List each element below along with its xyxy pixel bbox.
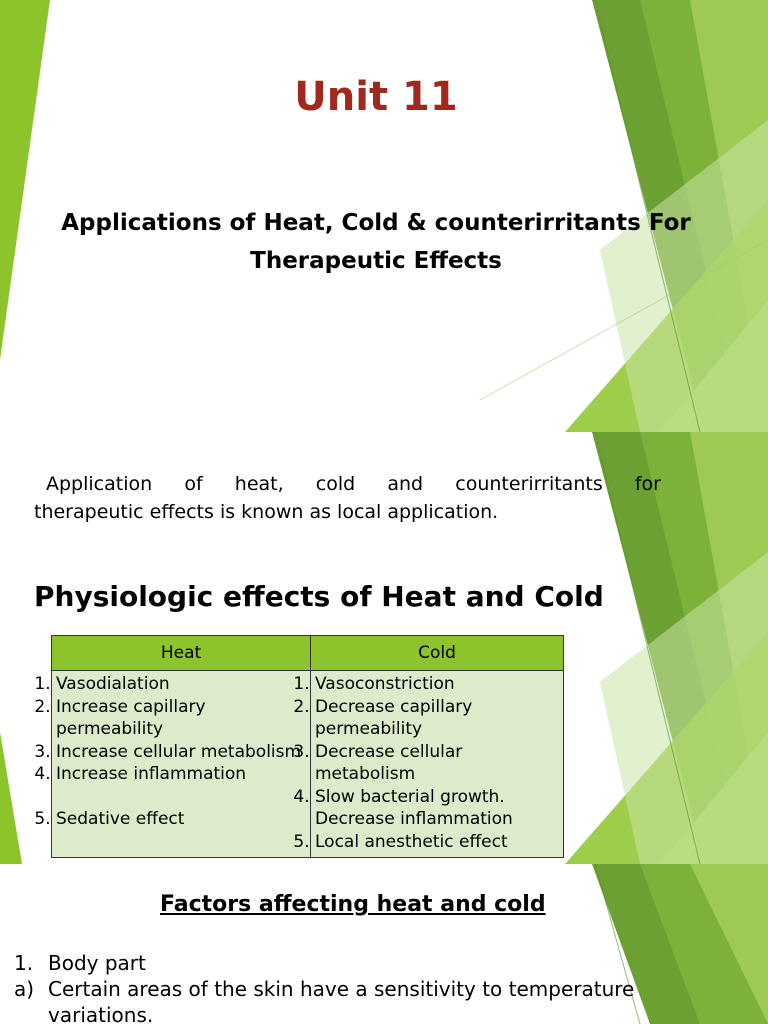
unit-subtitle (40, 204, 712, 280)
effects-table (51, 635, 564, 858)
section-heading: Physiologic effects of Heat and Cold (34, 580, 604, 613)
intro-paragraph (34, 470, 661, 526)
slide-physiologic-effects (0, 432, 768, 864)
list-item: 4. Increase inflammation (56, 763, 310, 786)
factors-list (14, 950, 654, 1024)
slide-title (0, 0, 768, 432)
list-item: 3. Decrease cellular metabolism (315, 741, 563, 786)
table-header-heat: Heat (52, 636, 311, 671)
list-marker: 1. (14, 951, 34, 975)
intro-line-2: therapeutic effects is known as local application. (34, 501, 499, 523)
list-item: 2. Decrease capillary permeability (315, 696, 563, 741)
list-item: 5. Sedative effect (56, 808, 310, 831)
list-item: 1. Vasodialation (56, 673, 310, 696)
factors-heading: Factors affecting heat and cold (160, 892, 546, 917)
unit-title: Unit 11 (294, 74, 458, 120)
subtitle-line-2: Therapeutic Effects (250, 248, 502, 274)
list-item: 5. Local anesthetic effect (315, 831, 563, 854)
list-item (14, 976, 654, 1002)
table-header-cold: Cold (311, 636, 564, 671)
slide-factors (0, 864, 768, 1024)
intro-line-1: Application of heat, cold and counterirritants for (46, 473, 661, 495)
list-item: 3. Increase cellular metabolism (56, 741, 310, 764)
list-item (14, 1002, 654, 1024)
subtitle-line-1: Applications of Heat, Cold & counterirritants For (61, 210, 691, 236)
list-item: 1. Vasoconstriction (315, 673, 563, 696)
list-marker: a) (14, 977, 35, 1001)
heat-column (52, 671, 311, 858)
cold-column (311, 671, 564, 858)
list-item (14, 950, 654, 976)
list-text: Certain areas of the skin have a sensitivity to temperature (48, 977, 635, 1001)
list-item: 2. Increase capillary permeability (56, 696, 310, 741)
list-marker (14, 1002, 48, 1024)
list-item: 4. Slow bacterial growth. Decrease inflammation (315, 786, 563, 831)
list-text: Body part (48, 951, 146, 975)
list-text: variations. (48, 1003, 154, 1024)
